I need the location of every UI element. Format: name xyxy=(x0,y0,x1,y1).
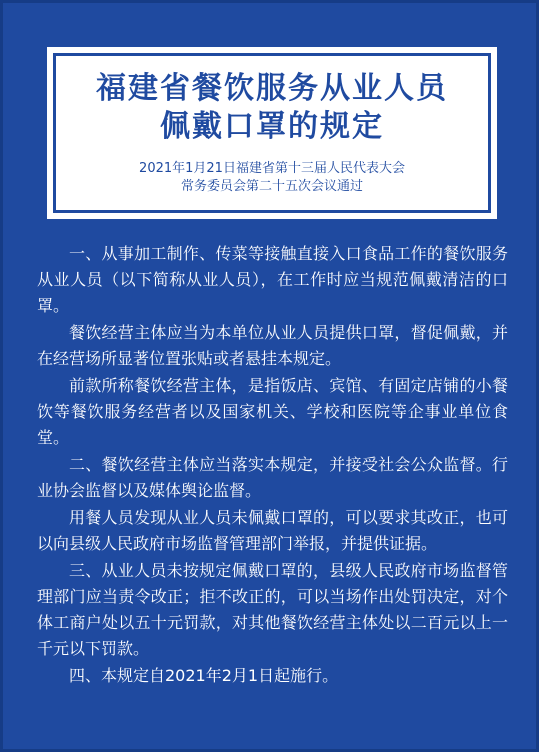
paragraph-5: 用餐人员发现从业人员未佩戴口罩的，可以要求其改正，也可以向县级人民政府市场监督管理部门举报，并提供证据。 xyxy=(37,508,508,553)
paragraph-1: 一、从事加工制作、传菜等接触直接入口食品工作的餐饮服务从业人员（以下简称从业人员），在工作时应当规范佩戴清洁的口罩。 xyxy=(37,244,508,315)
title-line-1: 福建省餐饮服务从业人员 xyxy=(96,71,448,106)
subtitle-line-1: 2021年1月21日福建省第十三届人民代表大会 xyxy=(139,161,405,176)
paragraph-2: 餐饮经营主体应当为本单位从业人员提供口罩，督促佩戴，并在经营场所显著位置张贴或者悬挂本规定。 xyxy=(37,323,508,368)
paragraph-3: 前款所称餐饮经营主体，是指饭店、宾馆、有固定店铺的小餐饮等餐饮服务经营者以及国家机关、学校和医院等企事业单位食堂。 xyxy=(37,376,508,447)
subtitle-line-2: 常务委员会第二十五次会议通过 xyxy=(180,179,363,194)
title-line-2: 佩戴口罩的规定 xyxy=(160,109,384,144)
title-frame xyxy=(53,53,491,213)
paragraph-7: 四、本规定自2021年2月1日起施行。 xyxy=(69,666,339,685)
regulation-body xyxy=(37,241,508,690)
paragraph-6: 三、从业人员未按规定佩戴口罩的，县级人民政府市场监督管理部门应当责令改正；拒不改正的，可以当场作出处罚决定，对个体工商户处以五十元罚款，对其他餐饮经营主体处以二百元以上一千元以下罚款。 xyxy=(37,561,508,658)
paragraph-4: 二、餐饮经营主体应当落实本规定，并接受社会公众监督。行业协会监督以及媒体舆论监督。 xyxy=(37,455,508,500)
title-box xyxy=(47,47,497,219)
